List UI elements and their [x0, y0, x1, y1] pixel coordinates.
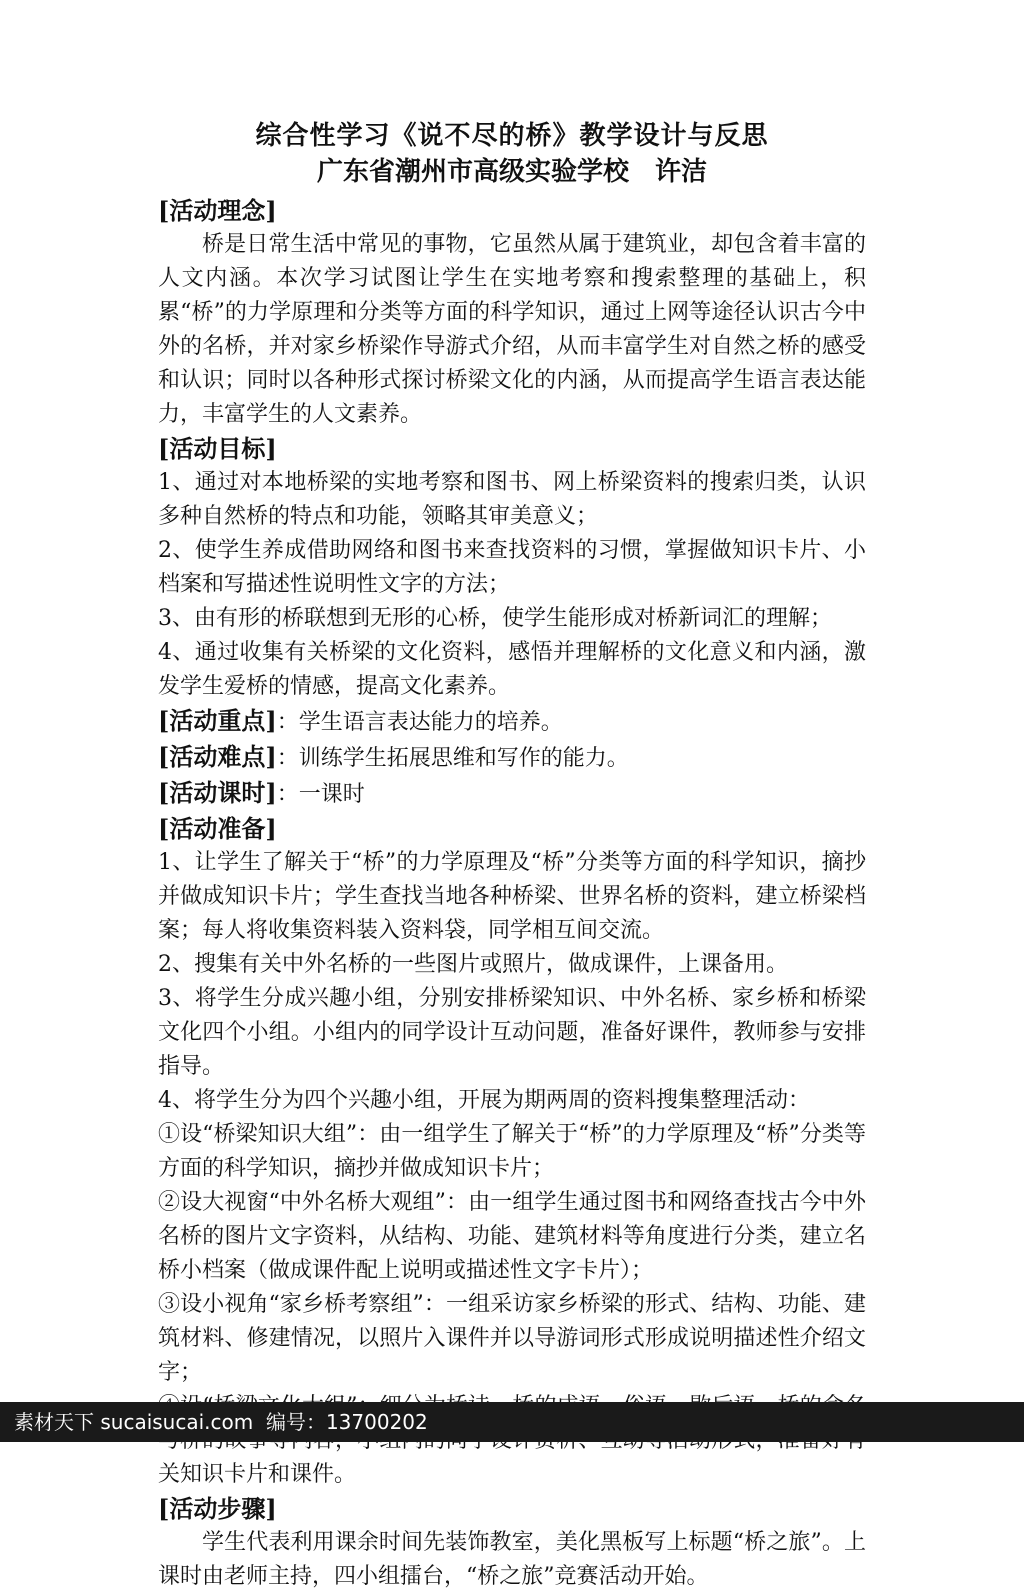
preparation-subitem: ③设小视角“家乡桥考察组”：一组采访家乡桥梁的形式、结构、功能、建筑材料、修建情况，以照片入课件并以导游词形式形成说明描述性介绍文字； [158, 1292, 866, 1385]
duration-line [158, 776, 866, 812]
section-heading-steps: [活动步骤] [158, 1494, 277, 1523]
difficulty-line [158, 740, 866, 776]
document-title: 综合性学习《说不尽的桥》教学设计与反思 [255, 121, 769, 151]
goal-item: 1、通过对本地桥梁的实地考察和图书、网上桥梁资料的搜索归类，认识多种自然桥的特点和功能，领略其审美意义； [158, 470, 866, 529]
document-author: 广东省潮州市高级实验学校 许洁 [316, 157, 707, 187]
goal-item: 4、通过收集有关桥梁的文化资料，感悟并理解桥的文化意义和内涵，激发学生爱桥的情感，提高文化素养。 [158, 640, 866, 699]
goal-item: 2、使学生养成借助网络和图书来查找资料的习惯，掌握做知识卡片、小档案和写描述性说明性文字的方法； [158, 538, 866, 597]
section-heading-focus: [活动重点] [158, 706, 277, 735]
focus-text: ：学生语言表达能力的培养。 [276, 710, 563, 735]
section-heading-goals: [活动目标] [158, 434, 277, 463]
duration-text: ：一课时 [276, 782, 365, 807]
preparation-subitem: ②设大视窗“中外名桥大观组”：由一组学生通过图书和网络查找古今中外名桥的图片文字资料，从结构、功能、建筑材料等角度进行分类，建立名桥小档案（做成课件配上说明或描述性文字卡片）； [158, 1190, 866, 1283]
section-heading-concept: [活动理念] [158, 196, 277, 225]
preparation-subitem: 关知识卡片和课件。 [158, 1462, 357, 1487]
preparation-item: 4、将学生分为四个兴趣小组，开展为期两周的资料搜集整理活动： [158, 1088, 810, 1113]
preparation-item: 2、搜集有关中外名桥的一些图片或照片，做成课件，上课备用。 [158, 952, 788, 977]
steps-paragraph: 学生代表利用课余时间先装饰教室，美化黑板写上标题“桥之旅”。上课时由老师主持，四小组擂台，“桥之旅”竞赛活动开始。 [158, 1530, 866, 1589]
preparation-item: 1、让学生了解关于“桥”的力学原理及“桥”分类等方面的科学知识，摘抄并做成知识卡片；学生查找当地各种桥梁、世界名桥的资料，建立桥梁档案；每人将收集资料装入资料袋，同学相互间交流。 [158, 850, 866, 943]
goal-item: 3、由有形的桥联想到无形的心桥，使学生能形成对桥新词汇的理解； [158, 606, 832, 631]
difficulty-text: ：训练学生拓展思维和写作的能力。 [276, 746, 629, 771]
section-heading-duration: [活动课时] [158, 778, 277, 807]
section-heading-preparation: [活动准备] [158, 814, 277, 843]
section-heading-difficulty: [活动难点] [158, 742, 277, 771]
preparation-subitem: ①设“桥梁知识大组”：由一组学生了解关于“桥”的力学原理及“桥”分类等方面的科学知识，摘抄并做成知识卡片； [158, 1122, 866, 1181]
preparation-item: 3、将学生分成兴趣小组，分别安排桥梁知识、中外名桥、家乡桥和桥梁文化四个小组。小组内的同学设计互动问题，准备好课件，教师参与安排指导。 [158, 986, 866, 1079]
concept-paragraph: 桥是日常生活中常见的事物，它虽然从属于建筑业，却包含着丰富的人文内涵。本次学习试图让学生在实地考察和搜索整理的基础上，积累“桥”的力学原理和分类等方面的科学知识，通过上网等途径认识古今中外的名桥，并对家乡桥梁作导游式介绍，从而丰富学生对自然之桥的感受和认识；同时以各种形式探讨桥梁文化的内涵，从而提高学生语言表达能力，丰富学生的人文素养。 [158, 232, 866, 427]
document-body [158, 118, 866, 1594]
focus-line [158, 704, 866, 740]
watermark-bar: 素材天下 sucaisucai.com 编号：13700202 [0, 1402, 1024, 1442]
